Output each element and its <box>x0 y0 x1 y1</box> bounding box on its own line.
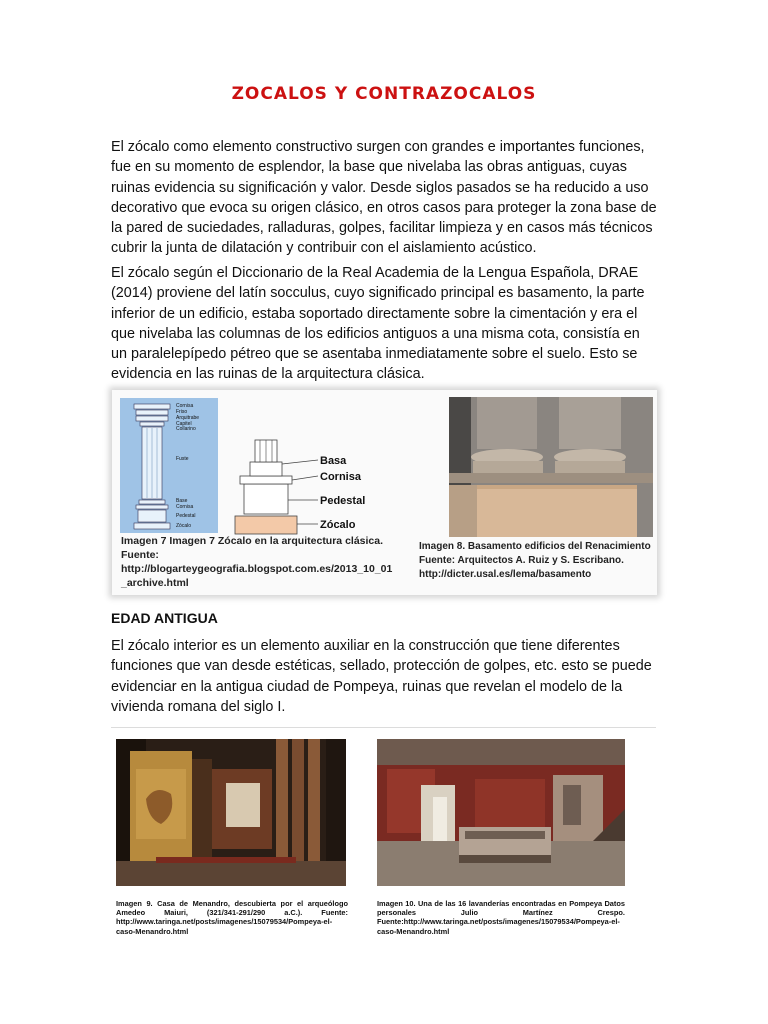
column-label: Capitel <box>176 421 192 427</box>
caption-image-8: Imagen 8. Basamento edificios del Renacimiento Fuente: Arquitectos A. Ruiz y S. Escribano. http://dicter.usal.es/lema/basamento <box>419 541 651 580</box>
paragraph-intro: El zócalo como elemento constructivo surgen con grandes e importantes funciones, fue en su momento de esplendor, la base que nivelaba las obras antiguas, cuyas ruinas evidencia su significación y valor. Desde siglos pasados se ha reducido a uso decorativo que evoca su origen clásico, en otros casos para proteger la zona base de la pared de suciedades, ralladuras, golpes, facilitar limpieza y en casos más técnicos cubrir la junta de dilatación y contribuir con el aislamiento acústico. <box>111 139 657 257</box>
paragraph-pompeya: El zócalo interior es un elemento auxiliar en la construcción que tiene diferentes funciones que van desde estéticas, sellado, protección de golpes, etc. esto se puede evidenciar en la antigua ciudad de Pompeya, ruinas que revelan el modelo de la vivienda romana del siglo I. <box>111 638 652 715</box>
column-label: Cornisa <box>176 504 194 510</box>
caption-image-7: Imagen 7 Imagen 7 Zócalo en la arquitectura clásica. Fuente: http://blogarteygeografia.blogspot.com.es/2013_10_01 _archive.html <box>121 535 393 589</box>
column-label: Pedestal <box>176 513 196 519</box>
pedestal-label-basa: Basa <box>320 455 347 467</box>
column-label: Cornisa <box>176 403 194 409</box>
caption-image-9: Imagen 9. Casa de Menandro, descubierta por el arqueólogo Amedeo Maiuri, (321/341-291/290 a.C.). Fuente: http://www.taringa.net/posts/imagenes/15079534/Pompeya-el-caso-Menandro.html <box>116 899 348 936</box>
photo-lavanderia-pompeya <box>377 739 625 886</box>
heading-edad-antigua: EDAD ANTIGUA <box>111 610 218 626</box>
pedestal-label-cornisa: Cornisa <box>320 471 361 483</box>
column-label: Base <box>176 498 188 504</box>
divider <box>111 727 656 728</box>
caption-image-10: Imagen 10. Una de las 16 lavanderías encontradas en Pompeya Datos personales Julio Martínez Crespo. Fuente:http://www.taringa.net/posts/imagenes/15079534/Pompeya-el-caso-Menandro.html <box>377 899 625 936</box>
column-label: Collarino <box>176 426 196 432</box>
column-label: Zócalo <box>176 523 192 529</box>
pedestal-label-zocalo: Zócalo <box>320 519 356 531</box>
paragraph-drae: El zócalo según el Diccionario de la Real Academia de la Lengua Española, DRAE (2014) proviene del latín socculus, cuyo significado principal es basamento, la parte inferior de un edificio, estaba soportado directamente sobre la cimentación y era el que nivelaba las columnas de los edificios antiguos a una misma cota, consistía en un paralelepípedo pétreo que se asentaba inmediatamente sobre el suelo. Esto se evidencia en las ruinas de la arquitectura clásica. <box>111 265 645 383</box>
photo-casa-menandro <box>116 739 346 886</box>
column-label: Friso <box>176 409 188 415</box>
column-label: Fuste <box>176 456 189 462</box>
pedestal-label-pedestal: Pedestal <box>320 495 366 507</box>
column-label: Arquitrabe <box>176 415 200 421</box>
pedestal-diagram <box>230 438 410 538</box>
column-order-diagram <box>120 398 218 533</box>
renaissance-basement-photo <box>449 397 653 537</box>
figure-box-columns <box>112 390 657 595</box>
page-title: ZOCALOS Y CONTRAZOCALOS <box>231 84 537 104</box>
